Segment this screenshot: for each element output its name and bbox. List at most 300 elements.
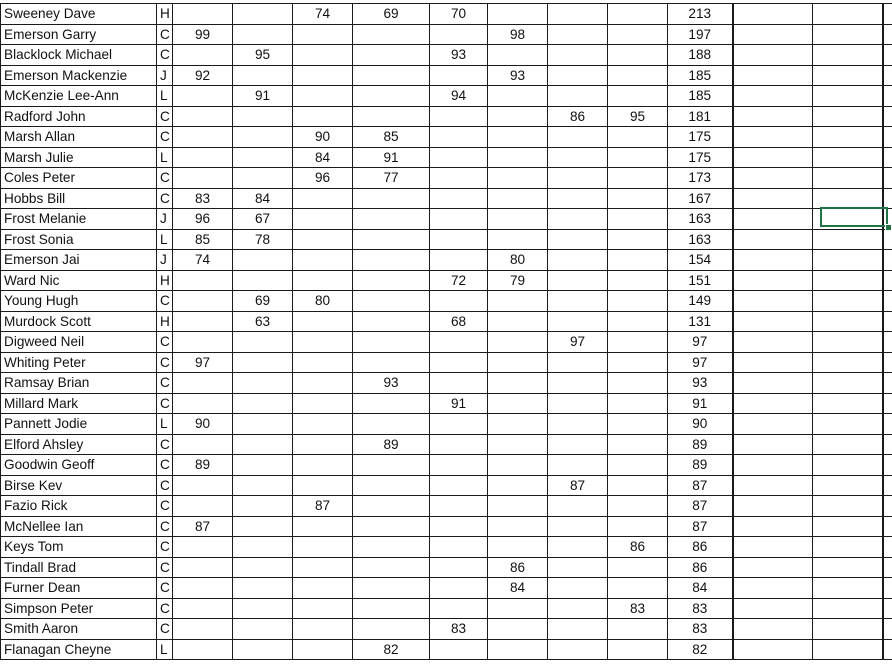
empty-cell[interactable] [813,65,883,86]
score-cell[interactable]: 93 [353,373,430,394]
competitor-name-cell[interactable]: Frost Melanie [1,209,157,230]
competitor-name-cell[interactable]: McKenzie Lee-Ann [1,86,157,107]
score-cell[interactable] [293,434,353,455]
score-cell[interactable] [430,516,488,537]
score-cell[interactable] [353,537,430,558]
grade-cell[interactable]: C [157,598,173,619]
empty-cell[interactable] [883,311,892,332]
score-cell[interactable] [353,65,430,86]
score-cell[interactable]: 95 [608,106,668,127]
score-cell[interactable]: 96 [293,168,353,189]
score-cell[interactable]: 91 [430,393,488,414]
total-cell[interactable]: 175 [668,127,733,148]
grade-cell[interactable]: C [157,434,173,455]
score-cell[interactable] [353,45,430,66]
score-cell[interactable] [488,127,548,148]
score-cell[interactable] [608,127,668,148]
empty-cell[interactable] [733,147,813,168]
empty-cell[interactable] [813,127,883,148]
score-cell[interactable] [173,619,233,640]
grade-cell[interactable]: C [157,127,173,148]
empty-cell[interactable] [813,352,883,373]
score-cell[interactable] [233,250,293,271]
empty-cell[interactable] [813,557,883,578]
score-cell[interactable] [353,332,430,353]
score-cell[interactable]: 86 [488,557,548,578]
score-cell[interactable] [173,578,233,599]
score-cell[interactable] [430,434,488,455]
empty-cell[interactable] [813,496,883,517]
score-cell[interactable] [488,475,548,496]
score-cell[interactable] [488,291,548,312]
grade-cell[interactable]: L [157,86,173,107]
score-cell[interactable] [430,352,488,373]
score-cell[interactable] [233,352,293,373]
empty-cell[interactable] [813,414,883,435]
score-cell[interactable] [488,4,548,25]
empty-cell[interactable] [883,147,892,168]
score-cell[interactable] [608,557,668,578]
grade-cell[interactable]: C [157,557,173,578]
score-cell[interactable]: 98 [488,24,548,45]
score-cell[interactable] [233,434,293,455]
score-cell[interactable] [488,106,548,127]
empty-cell[interactable] [813,188,883,209]
score-cell[interactable] [608,311,668,332]
score-cell[interactable] [430,373,488,394]
total-cell[interactable]: 97 [668,352,733,373]
empty-cell[interactable] [883,24,892,45]
score-cell[interactable] [488,516,548,537]
empty-cell[interactable] [733,516,813,537]
score-cell[interactable] [548,598,608,619]
score-cell[interactable] [293,373,353,394]
score-cell[interactable] [608,24,668,45]
grade-cell[interactable]: C [157,619,173,640]
score-cell[interactable] [430,168,488,189]
score-cell[interactable] [293,86,353,107]
empty-cell[interactable] [733,557,813,578]
total-cell[interactable]: 181 [668,106,733,127]
score-cell[interactable] [548,229,608,250]
empty-cell[interactable] [733,393,813,414]
score-cell[interactable] [608,414,668,435]
score-cell[interactable] [293,188,353,209]
empty-cell[interactable] [883,414,892,435]
score-cell[interactable]: 97 [548,332,608,353]
score-cell[interactable]: 70 [430,4,488,25]
score-cell[interactable] [233,393,293,414]
empty-cell[interactable] [813,455,883,476]
grade-cell[interactable]: J [157,209,173,230]
score-cell[interactable] [608,352,668,373]
score-cell[interactable]: 86 [608,537,668,558]
total-cell[interactable]: 93 [668,373,733,394]
score-cell[interactable] [233,106,293,127]
competitor-name-cell[interactable]: Frost Sonia [1,229,157,250]
score-cell[interactable] [293,332,353,353]
empty-cell[interactable] [883,455,892,476]
empty-cell[interactable] [883,229,892,250]
score-cell[interactable] [430,557,488,578]
score-cell[interactable] [548,639,608,660]
competitor-name-cell[interactable]: Birse Kev [1,475,157,496]
score-cell[interactable] [293,250,353,271]
score-cell[interactable] [353,24,430,45]
score-cell[interactable] [548,65,608,86]
competitor-name-cell[interactable]: Digweed Neil [1,332,157,353]
empty-cell[interactable] [813,147,883,168]
score-cell[interactable] [293,537,353,558]
score-cell[interactable] [430,537,488,558]
score-cell[interactable]: 92 [173,65,233,86]
score-cell[interactable] [548,537,608,558]
competitor-name-cell[interactable]: Furner Dean [1,578,157,599]
empty-cell[interactable] [733,434,813,455]
score-cell[interactable] [548,557,608,578]
score-cell[interactable] [430,229,488,250]
total-cell[interactable]: 87 [668,516,733,537]
score-cell[interactable] [548,516,608,537]
score-cell[interactable] [173,373,233,394]
total-cell[interactable]: 83 [668,598,733,619]
total-cell[interactable]: 185 [668,65,733,86]
score-cell[interactable]: 96 [173,209,233,230]
total-cell[interactable]: 86 [668,537,733,558]
total-cell[interactable]: 89 [668,455,733,476]
empty-cell[interactable] [883,475,892,496]
total-cell[interactable]: 151 [668,270,733,291]
score-cell[interactable] [608,516,668,537]
competitor-name-cell[interactable]: Pannett Jodie [1,414,157,435]
total-cell[interactable]: 86 [668,557,733,578]
empty-cell[interactable] [883,250,892,271]
total-cell[interactable]: 167 [668,188,733,209]
score-cell[interactable]: 80 [488,250,548,271]
score-cell[interactable] [353,229,430,250]
competitor-name-cell[interactable]: Whiting Peter [1,352,157,373]
competitor-name-cell[interactable]: Keys Tom [1,537,157,558]
score-cell[interactable] [488,168,548,189]
score-cell[interactable] [608,86,668,107]
score-cell[interactable] [548,393,608,414]
total-cell[interactable]: 83 [668,619,733,640]
score-cell[interactable] [430,578,488,599]
score-cell[interactable] [488,332,548,353]
score-cell[interactable] [548,250,608,271]
score-cell[interactable] [233,373,293,394]
empty-cell[interactable] [883,578,892,599]
empty-cell[interactable] [883,373,892,394]
score-cell[interactable] [548,414,608,435]
score-cell[interactable] [608,65,668,86]
score-cell[interactable] [173,4,233,25]
competitor-name-cell[interactable]: Blacklock Michael [1,45,157,66]
score-cell[interactable] [353,414,430,435]
score-cell[interactable] [173,475,233,496]
score-cell[interactable] [353,619,430,640]
score-cell[interactable] [548,496,608,517]
empty-cell[interactable] [813,332,883,353]
score-cell[interactable]: 87 [293,496,353,517]
total-cell[interactable]: 91 [668,393,733,414]
grade-cell[interactable]: C [157,393,173,414]
total-cell[interactable]: 149 [668,291,733,312]
score-cell[interactable] [173,106,233,127]
empty-cell[interactable] [813,619,883,640]
score-cell[interactable] [293,270,353,291]
score-cell[interactable] [173,537,233,558]
competitor-name-cell[interactable]: Coles Peter [1,168,157,189]
empty-cell[interactable] [883,393,892,414]
grade-cell[interactable]: C [157,168,173,189]
grade-cell[interactable]: C [157,24,173,45]
score-cell[interactable]: 77 [353,168,430,189]
score-cell[interactable] [608,496,668,517]
competitor-name-cell[interactable]: Marsh Julie [1,147,157,168]
score-cell[interactable] [430,127,488,148]
score-cell[interactable] [353,106,430,127]
score-cell[interactable]: 74 [173,250,233,271]
score-cell[interactable] [173,639,233,660]
score-cell[interactable] [293,578,353,599]
score-cell[interactable] [293,393,353,414]
score-cell[interactable] [293,455,353,476]
score-cell[interactable] [233,414,293,435]
competitor-name-cell[interactable]: Ward Nic [1,270,157,291]
score-cell[interactable] [430,250,488,271]
score-cell[interactable]: 84 [488,578,548,599]
score-cell[interactable] [293,45,353,66]
score-cell[interactable]: 99 [173,24,233,45]
total-cell[interactable]: 185 [668,86,733,107]
empty-cell[interactable] [813,311,883,332]
score-cell[interactable] [353,311,430,332]
total-cell[interactable]: 213 [668,4,733,25]
score-cell[interactable] [173,168,233,189]
score-cell[interactable] [548,434,608,455]
score-cell[interactable] [608,393,668,414]
score-cell[interactable] [430,209,488,230]
empty-cell[interactable] [883,168,892,189]
score-cell[interactable] [488,209,548,230]
score-cell[interactable] [233,516,293,537]
score-cell[interactable] [548,45,608,66]
score-cell[interactable] [488,45,548,66]
grade-cell[interactable]: C [157,475,173,496]
score-cell[interactable] [293,639,353,660]
grade-cell[interactable]: C [157,578,173,599]
empty-cell[interactable] [733,291,813,312]
score-cell[interactable]: 87 [173,516,233,537]
empty-cell[interactable] [813,598,883,619]
score-cell[interactable]: 90 [173,414,233,435]
score-cell[interactable] [233,168,293,189]
score-cell[interactable]: 79 [488,270,548,291]
score-cell[interactable] [233,270,293,291]
score-cell[interactable] [548,147,608,168]
empty-cell[interactable] [733,352,813,373]
score-cell[interactable] [488,496,548,517]
score-cell[interactable] [293,311,353,332]
score-cell[interactable] [293,619,353,640]
score-cell[interactable] [173,434,233,455]
empty-cell[interactable] [733,639,813,660]
score-cell[interactable] [548,291,608,312]
total-cell[interactable]: 97 [668,332,733,353]
empty-cell[interactable] [883,537,892,558]
score-cell[interactable] [548,127,608,148]
total-cell[interactable]: 84 [668,578,733,599]
score-cell[interactable] [353,455,430,476]
score-cell[interactable]: 93 [488,65,548,86]
score-cell[interactable] [293,475,353,496]
score-cell[interactable] [353,86,430,107]
empty-cell[interactable] [883,65,892,86]
empty-cell[interactable] [813,434,883,455]
score-cell[interactable] [548,373,608,394]
score-cell[interactable] [233,24,293,45]
grade-cell[interactable]: H [157,270,173,291]
score-cell[interactable] [293,557,353,578]
score-cell[interactable] [353,516,430,537]
empty-cell[interactable] [813,24,883,45]
empty-cell[interactable] [733,45,813,66]
score-cell[interactable] [353,250,430,271]
empty-cell[interactable] [813,45,883,66]
score-cell[interactable] [293,106,353,127]
total-cell[interactable]: 87 [668,496,733,517]
score-cell[interactable] [548,86,608,107]
score-cell[interactable] [430,475,488,496]
score-cell[interactable]: 69 [353,4,430,25]
score-cell[interactable]: 83 [608,598,668,619]
empty-cell[interactable] [883,516,892,537]
empty-cell[interactable] [883,188,892,209]
total-cell[interactable]: 188 [668,45,733,66]
empty-cell[interactable] [733,537,813,558]
grade-cell[interactable]: H [157,4,173,25]
score-cell[interactable]: 68 [430,311,488,332]
score-cell[interactable] [173,147,233,168]
score-cell[interactable]: 85 [173,229,233,250]
score-cell[interactable] [488,598,548,619]
score-cell[interactable] [233,557,293,578]
score-cell[interactable] [488,393,548,414]
empty-cell[interactable] [883,557,892,578]
empty-cell[interactable] [813,475,883,496]
score-cell[interactable] [353,352,430,373]
empty-cell[interactable] [733,311,813,332]
score-cell[interactable]: 84 [233,188,293,209]
competitor-name-cell[interactable]: Murdock Scott [1,311,157,332]
empty-cell[interactable] [813,229,883,250]
score-cell[interactable]: 78 [233,229,293,250]
grade-cell[interactable]: L [157,229,173,250]
score-cell[interactable] [353,578,430,599]
score-cell[interactable] [608,168,668,189]
empty-cell[interactable] [733,578,813,599]
grade-cell[interactable]: C [157,455,173,476]
score-cell[interactable] [173,270,233,291]
score-cell[interactable] [430,188,488,209]
score-cell[interactable] [233,147,293,168]
score-cell[interactable] [608,332,668,353]
competitor-name-cell[interactable]: McNellee Ian [1,516,157,537]
competitor-name-cell[interactable]: Young Hugh [1,291,157,312]
score-cell[interactable] [233,475,293,496]
score-cell[interactable] [430,332,488,353]
score-cell[interactable] [173,127,233,148]
grade-cell[interactable]: C [157,373,173,394]
total-cell[interactable]: 163 [668,229,733,250]
total-cell[interactable]: 163 [668,209,733,230]
score-cell[interactable]: 69 [233,291,293,312]
competitor-name-cell[interactable]: Hobbs Bill [1,188,157,209]
score-cell[interactable] [233,578,293,599]
score-cell[interactable] [173,393,233,414]
empty-cell[interactable] [813,209,883,230]
score-cell[interactable] [293,414,353,435]
score-cell[interactable] [488,619,548,640]
score-cell[interactable] [430,598,488,619]
score-cell[interactable] [173,557,233,578]
score-cell[interactable]: 87 [548,475,608,496]
score-cell[interactable] [548,311,608,332]
competitor-name-cell[interactable]: Flanagan Cheyne [1,639,157,660]
competitor-name-cell[interactable]: Emerson Garry [1,24,157,45]
score-cell[interactable] [608,619,668,640]
grade-cell[interactable]: C [157,332,173,353]
score-cell[interactable] [608,209,668,230]
score-cell[interactable] [488,537,548,558]
score-cell[interactable] [173,291,233,312]
score-cell[interactable] [608,475,668,496]
score-cell[interactable]: 86 [548,106,608,127]
grade-cell[interactable]: J [157,250,173,271]
competitor-name-cell[interactable]: Simpson Peter [1,598,157,619]
empty-cell[interactable] [883,598,892,619]
score-cell[interactable] [353,557,430,578]
score-cell[interactable] [233,332,293,353]
score-cell[interactable] [608,373,668,394]
competitor-name-cell[interactable]: Emerson Mackenzie [1,65,157,86]
competitor-name-cell[interactable]: Tindall Brad [1,557,157,578]
competitor-name-cell[interactable]: Ramsay Brian [1,373,157,394]
score-cell[interactable] [548,352,608,373]
total-cell[interactable]: 89 [668,434,733,455]
score-cell[interactable] [488,414,548,435]
score-cell[interactable] [608,455,668,476]
score-cell[interactable] [173,496,233,517]
total-cell[interactable]: 90 [668,414,733,435]
score-cell[interactable]: 85 [353,127,430,148]
score-cell[interactable]: 95 [233,45,293,66]
score-cell[interactable] [353,598,430,619]
fill-handle[interactable] [885,224,892,231]
empty-cell[interactable] [813,516,883,537]
score-cell[interactable] [430,24,488,45]
score-cell[interactable]: 94 [430,86,488,107]
total-cell[interactable]: 175 [668,147,733,168]
score-cell[interactable] [430,414,488,435]
score-cell[interactable] [608,578,668,599]
empty-cell[interactable] [883,4,892,25]
score-cell[interactable] [430,291,488,312]
score-cell[interactable] [173,45,233,66]
score-cell[interactable]: 83 [173,188,233,209]
empty-cell[interactable] [883,45,892,66]
